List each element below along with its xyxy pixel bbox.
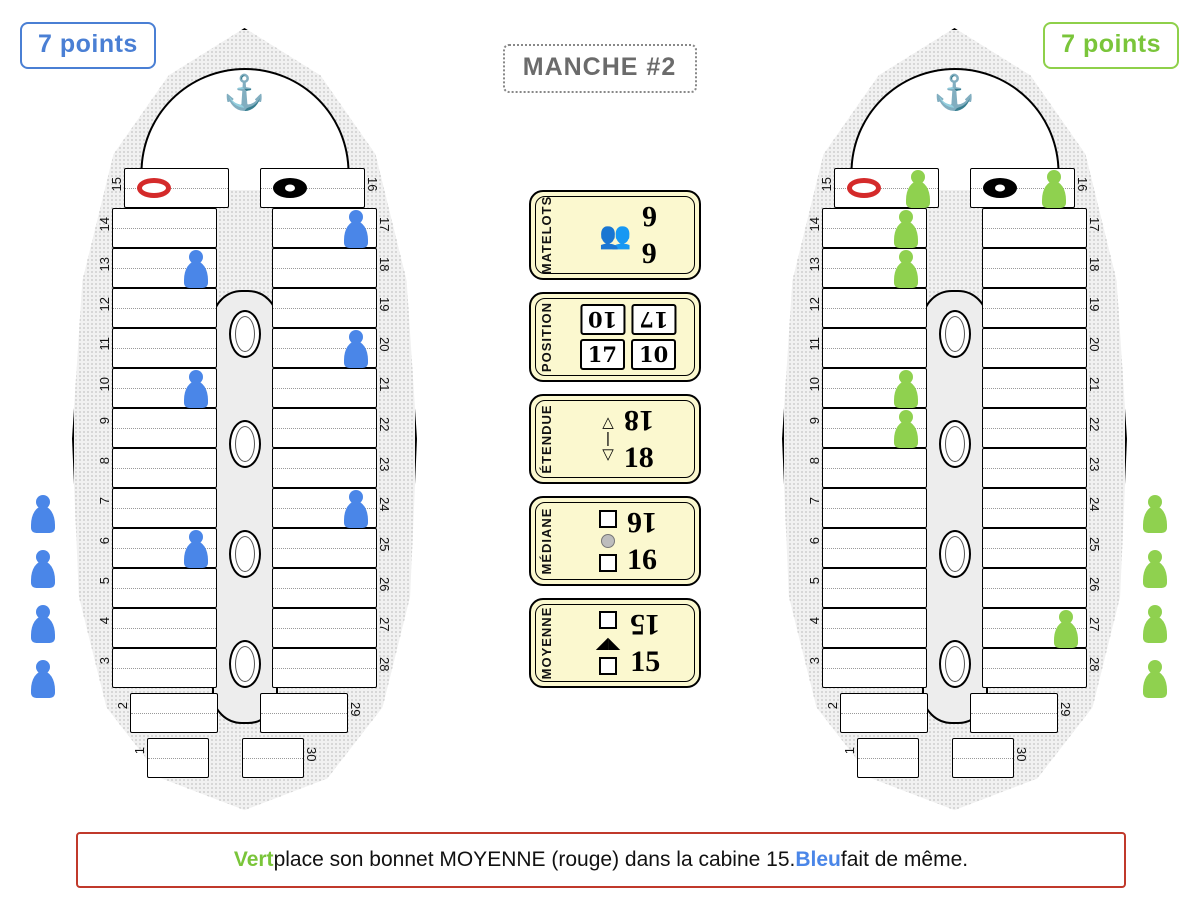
card-body [565,294,691,380]
cabin-divider [148,758,208,759]
cabin-divider [971,713,1057,714]
cabin-divider [113,228,216,229]
score-badge-left: 7 points [20,22,156,69]
cabin-number: 11 [807,337,822,351]
cabin-divider [823,588,926,589]
pawn-blue[interactable] [343,210,369,248]
hourglass-icon: ◢◣ [596,611,621,675]
bonnet-black[interactable] [273,178,307,198]
cabin-divider [273,588,376,589]
cabin-27[interactable] [272,608,392,648]
pawn-body [894,381,918,408]
bonnet-red[interactable] [847,178,881,198]
pawn-body [344,501,368,528]
reserve-pawn-green[interactable] [1142,660,1168,698]
cabin-number: 9 [807,417,822,425]
cabin-divider [858,758,918,759]
cabin-18[interactable] [982,248,1102,288]
cabin-number: 27 [377,617,392,632]
card-position[interactable] [529,292,701,382]
cabin-number: 6 [807,537,822,545]
pawn-green[interactable] [1053,610,1079,648]
pawn-body [894,261,918,288]
cabin-20[interactable] [982,328,1102,368]
cabin-1[interactable] [842,738,919,778]
card-value-bottom: 16 [627,543,657,576]
cabin-number: 14 [97,217,112,232]
cabin-divider [113,508,216,509]
card-title: MÉDIANE [539,507,554,575]
bonnet-red[interactable] [137,178,171,198]
cabin-number: 26 [1087,577,1102,592]
cabin-number: 24 [1087,497,1102,512]
reserve-pawn-blue[interactable] [30,550,56,588]
cabin-15[interactable] [109,168,229,208]
pawn-body [1054,621,1078,648]
cabin-8[interactable] [97,448,217,488]
cabin-divider [113,428,216,429]
cabin-divider [823,508,926,509]
cabin-number: 22 [1087,417,1102,432]
card-value-bottom: 9 [641,237,657,270]
cabin-number: 22 [377,417,392,432]
cabin-divider [273,668,376,669]
cabin-divider [983,588,1086,589]
porthole-icon [229,310,261,358]
cabin-21[interactable] [272,368,392,408]
cabin-divider [823,668,926,669]
cabin-divider [823,468,926,469]
cabin-divider [823,548,926,549]
cabin-number: 2 [825,702,840,710]
cabin-divider [983,428,1086,429]
pawn-body [31,671,55,698]
pawn-blue[interactable] [183,250,209,288]
cabin-5[interactable] [807,568,927,608]
cabin-4[interactable] [807,608,927,648]
cabin-2[interactable] [825,693,928,733]
cabin-number: 5 [807,577,822,585]
pawn-blue[interactable] [183,370,209,408]
cabin-11[interactable] [807,328,927,368]
cabin-number: 7 [807,497,822,505]
pawn-body [894,221,918,248]
pawn-body [1143,671,1167,698]
cabin-divider [273,548,376,549]
cabin-number: 20 [377,337,392,352]
card-etendue[interactable] [529,394,701,484]
pawn-body [184,381,208,408]
sailor-icon: 👥 [599,220,632,250]
card-value-top: 16 [627,506,657,539]
card-value-top: 15 [630,608,661,641]
cabin-26[interactable] [272,568,392,608]
card-title: ÉTENDUE [539,404,554,474]
cabin-25[interactable] [272,528,392,568]
cabin-divider [983,308,1086,309]
porthole-icon [939,310,971,358]
cabin-22[interactable] [272,408,392,448]
caption-green-player: Vert [233,848,274,871]
position-value: 17 [631,304,676,335]
cabin-number: 3 [97,657,112,665]
card-title: MATELOTS [539,195,554,275]
pawn-body [344,221,368,248]
cabin-number: 25 [1087,537,1102,552]
pawn-body [184,541,208,568]
card-moyenne[interactable] [529,598,701,688]
anchor-icon: ⚓ [933,74,976,112]
pawn-green[interactable] [893,250,919,288]
cabin-divider [983,228,1086,229]
porthole-icon [939,420,971,468]
cabin-number: 18 [377,257,392,272]
median-dot-icon [599,510,617,572]
pawn-body [906,181,930,208]
cabin-divider [273,308,376,309]
caption-end-text: fait de même. [840,848,969,871]
cabin-number: 30 [1014,747,1029,762]
card-matelots[interactable] [529,190,701,280]
reserve-pawn-green[interactable] [1142,495,1168,533]
cabin-number: 23 [377,457,392,472]
cabin-number: 18 [1087,257,1102,272]
cabin-6[interactable] [807,528,927,568]
cabin-number: 13 [807,257,822,272]
cabin-divider [273,268,376,269]
cabin-divider [841,713,927,714]
cabin-5[interactable] [97,568,217,608]
cabin-number: 30 [304,747,319,762]
porthole-icon [939,640,971,688]
cabin-4[interactable] [97,608,217,648]
cabin-number: 4 [97,617,112,625]
position-value: 17 [580,339,625,370]
cabin-number: 12 [97,297,112,312]
cabin-divider [983,548,1086,549]
cabin-divider [273,468,376,469]
card-value-bottom: 18 [623,441,654,474]
card-body [565,600,691,686]
card-value-top: 18 [623,404,654,437]
cabin-8[interactable] [807,448,927,488]
cabin-number: 17 [1087,217,1102,232]
cabin-17[interactable] [982,208,1102,248]
cabin-number: 8 [807,457,822,465]
bonnet-black[interactable] [983,178,1017,198]
cabin-7[interactable] [97,488,217,528]
cabin-11[interactable] [97,328,217,368]
cabin-number: 2 [115,702,130,710]
cabin-divider [131,713,217,714]
cabin-divider [983,468,1086,469]
cabin-divider [113,588,216,589]
cabin-divider [113,628,216,629]
card-body [565,192,691,278]
cabin-12[interactable] [807,288,927,328]
reserve-pawn-green[interactable] [1142,605,1168,643]
cabin-divider [113,348,216,349]
cabin-number: 5 [97,577,112,585]
reserve-pawn-blue[interactable] [30,495,56,533]
cabin-number: 20 [1087,337,1102,352]
boat-left [72,28,417,818]
cabin-number: 9 [97,417,112,425]
cabin-number: 21 [377,377,392,392]
cabin-25[interactable] [982,528,1102,568]
pawn-green[interactable] [893,210,919,248]
pawn-green[interactable] [905,170,931,208]
card-mediane[interactable] [529,496,701,586]
card-body [565,396,691,482]
position-value: 10 [580,304,625,335]
score-badge-right: 7 points [1043,22,1179,69]
position-value: 10 [631,339,676,370]
card-value-bottom: 15 [630,645,661,678]
cabin-24[interactable] [982,488,1102,528]
cabin-number: 29 [1058,702,1073,717]
cabin-number: 13 [97,257,112,272]
cabin-divider [983,348,1086,349]
cabin-divider [983,268,1086,269]
cabin-30[interactable] [242,738,319,778]
porthole-icon [229,420,261,468]
porthole-icon [229,640,261,688]
cabin-divider [273,388,376,389]
cabin-divider [113,668,216,669]
cabin-29[interactable] [260,693,363,733]
cabin-divider [273,628,376,629]
round-title: MANCHE #2 [503,44,697,93]
cabin-30[interactable] [952,738,1029,778]
cabin-18[interactable] [272,248,392,288]
caption-mid-text: place son bonnet MOYENNE (rouge) dans la cabine 15. [273,848,796,871]
cabin-number: 15 [109,177,124,192]
porthole-icon [229,530,261,578]
pawn-blue[interactable] [343,330,369,368]
pawn-body [31,561,55,588]
cabin-number: 8 [97,457,112,465]
cabin-number: 28 [377,657,392,672]
card-title: MOYENNE [539,606,554,680]
card-body [565,498,691,584]
porthole-icon [939,530,971,578]
cabin-number: 17 [377,217,392,232]
cabin-28[interactable] [272,648,392,688]
cabin-23[interactable] [982,448,1102,488]
cabin-19[interactable] [272,288,392,328]
cabin-19[interactable] [982,288,1102,328]
cabin-number: 10 [807,377,822,392]
pawn-body [31,506,55,533]
cabin-number: 26 [377,577,392,592]
cabin-number: 4 [807,617,822,625]
cabin-divider [113,308,216,309]
pawn-body [1042,181,1066,208]
cabin-number: 12 [807,297,822,312]
anchor-icon: ⚓ [223,74,266,112]
cabin-divider [113,468,216,469]
cabin-number: 16 [365,177,380,192]
cabin-26[interactable] [982,568,1102,608]
cabin-14[interactable] [97,208,217,248]
pawn-green[interactable] [893,410,919,448]
pawn-blue[interactable] [183,530,209,568]
cabin-divider [823,308,926,309]
reserve-pawn-green[interactable] [1142,550,1168,588]
cabin-12[interactable] [97,288,217,328]
card-title: POSITION [539,301,554,373]
pawn-blue[interactable] [343,490,369,528]
cabin-21[interactable] [982,368,1102,408]
cabin-9[interactable] [97,408,217,448]
cabin-number: 19 [1087,297,1102,312]
pawn-body [894,421,918,448]
cabin-divider [983,388,1086,389]
cabin-3[interactable] [807,648,927,688]
card-stack [529,190,701,700]
cabin-divider [261,713,347,714]
cabin-3[interactable] [97,648,217,688]
pawn-body [1143,616,1167,643]
caption-banner [76,832,1126,888]
cabin-divider [953,758,1013,759]
cabin-number: 21 [1087,377,1102,392]
cabin-number: 11 [97,337,112,351]
double-arrow-icon: △ | ▽ [602,414,614,463]
cabin-number: 29 [348,702,363,717]
pawn-body [1143,506,1167,533]
reserve-pawn-blue[interactable] [30,660,56,698]
cabin-divider [823,628,926,629]
pawn-green[interactable] [1041,170,1067,208]
cabin-2[interactable] [115,693,218,733]
pawn-body [184,261,208,288]
pawn-body [31,616,55,643]
cabin-1[interactable] [132,738,209,778]
cabin-number: 23 [1087,457,1102,472]
cabin-divider [243,758,303,759]
cabin-7[interactable] [807,488,927,528]
pawn-green[interactable] [893,370,919,408]
pawn-body [344,341,368,368]
cabin-divider [983,508,1086,509]
caption-blue-player: Bleu [795,848,841,871]
cabin-number: 1 [132,747,147,755]
pawn-body [1143,561,1167,588]
cabin-number: 14 [807,217,822,232]
cabin-number: 10 [97,377,112,392]
cabin-divider [273,428,376,429]
cabin-number: 27 [1087,617,1102,632]
cabin-number: 7 [97,497,112,505]
cabin-number: 16 [1075,177,1090,192]
reserve-pawn-blue[interactable] [30,605,56,643]
cabin-number: 15 [819,177,834,192]
cabin-number: 6 [97,537,112,545]
cabin-divider [823,348,926,349]
cabin-22[interactable] [982,408,1102,448]
cabin-number: 3 [807,657,822,665]
cabin-number: 28 [1087,657,1102,672]
cabin-number: 19 [377,297,392,312]
cabin-divider [983,668,1086,669]
cabin-number: 1 [842,747,857,755]
cabin-29[interactable] [970,693,1073,733]
cabin-number: 24 [377,497,392,512]
cabin-16[interactable] [260,168,380,208]
cabin-number: 25 [377,537,392,552]
cabin-23[interactable] [272,448,392,488]
card-value-top: 6 [641,200,657,233]
boat-right [782,28,1127,818]
cabin-28[interactable] [982,648,1102,688]
